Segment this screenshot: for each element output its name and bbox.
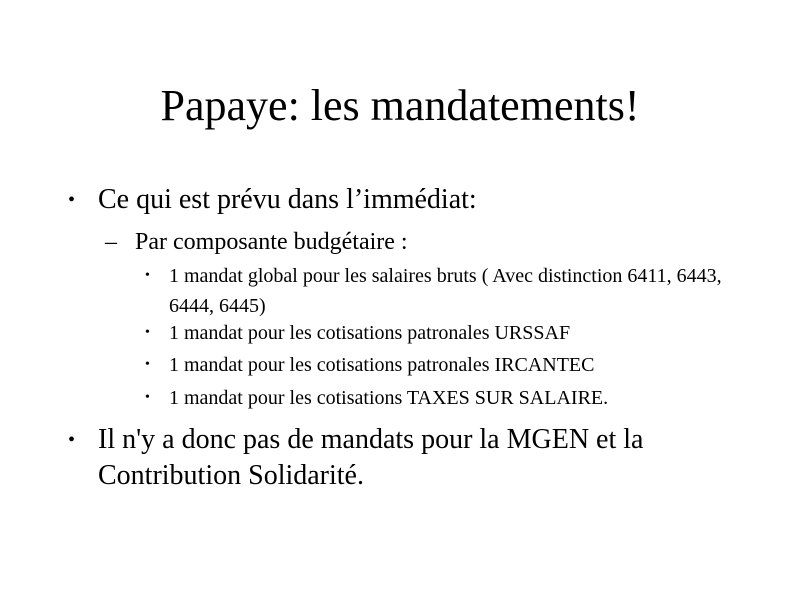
sub-sub-bullet-item-salaries [145,261,745,321]
sub-sub-bullet-text: 1 mandat global pour les salaires bruts ( Avec distinction 6411, 6443, 6444, 6445) [169,265,722,317]
bullet-text: Il n'y a donc pas de mandats pour la MGEN et la Contribution Solidarité. [98,424,644,491]
bullet-marker: • [145,325,150,340]
slide-title: Papaye: les mandatements! [160,81,640,130]
sub-sub-bullet-item-ircantec [145,350,745,380]
bullet-marker: • [68,189,76,211]
bullet-text: Ce qui est prévu dans l’immédiat: [98,184,477,215]
sub-sub-bullet-text: 1 mandat pour les cotisations TAXES SUR SALAIRE. [169,387,609,409]
bullet-marker: • [145,357,150,372]
sub-sub-bullet-text: 1 mandat pour les cotisations patronales URSSAF [169,322,571,344]
bullet-marker: • [145,268,150,283]
dash-marker: – [105,229,117,255]
sub-bullet-item-budget-component [105,227,745,257]
bullet-marker: • [145,390,150,405]
bullet-item-planned [68,182,748,218]
sub-sub-bullet-text: 1 mandat pour les cotisations patronales IRCANTEC [169,354,595,376]
sub-bullet-text: Par composante budgétaire : [135,229,408,255]
sub-sub-bullet-item-taxes [145,383,745,413]
bullet-item-no-mandates [68,422,728,494]
sub-sub-bullet-item-urssaf [145,318,745,348]
bullet-marker: • [68,429,76,451]
